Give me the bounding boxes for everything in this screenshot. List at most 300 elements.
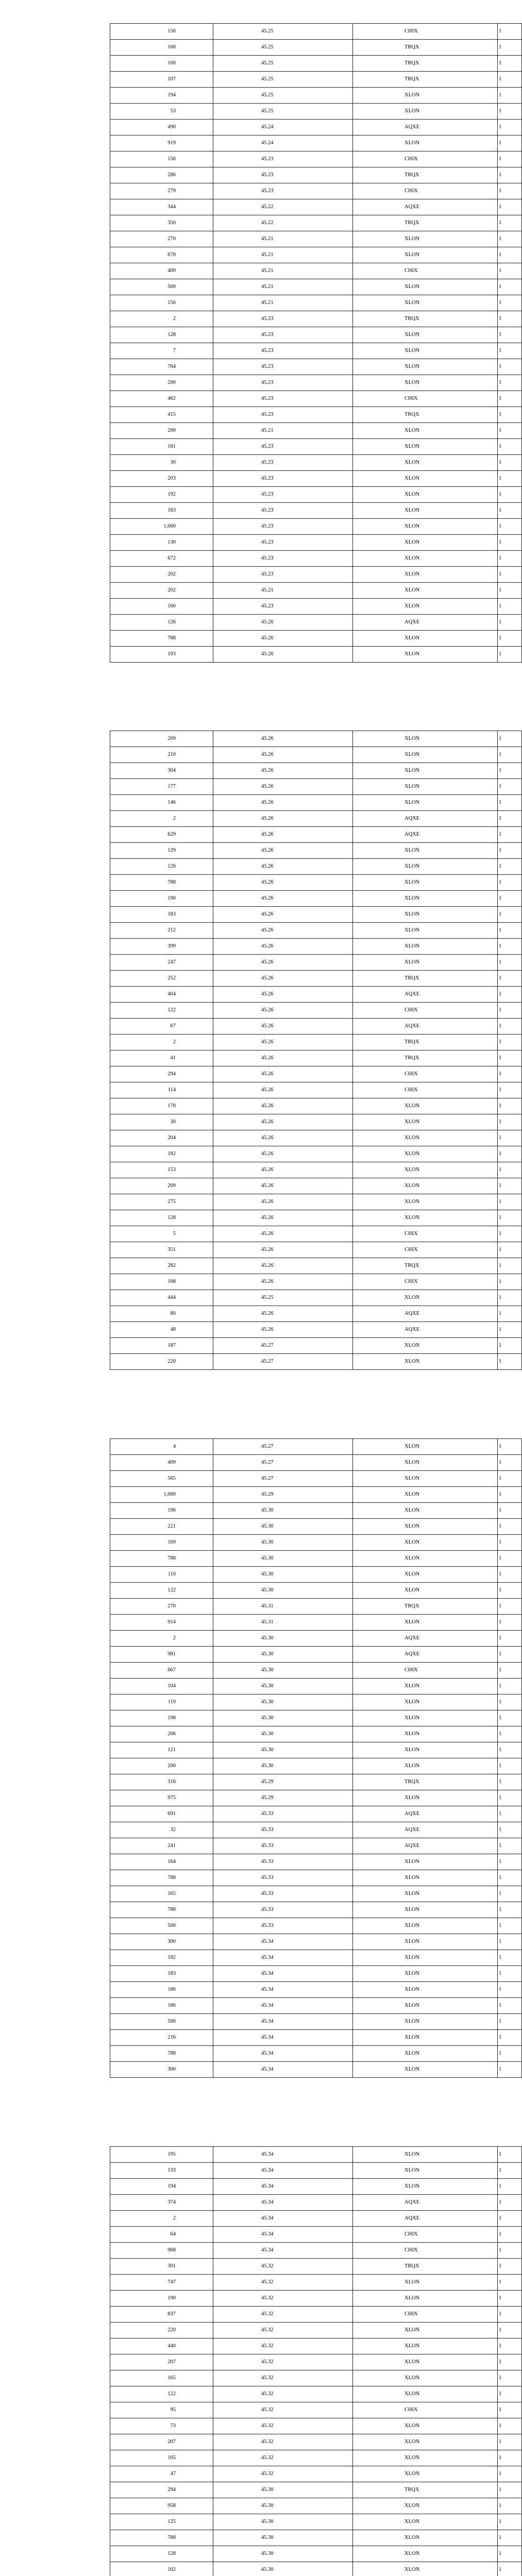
trade-price-cell: 45.33 <box>213 1902 353 1918</box>
table-row <box>110 1647 522 1663</box>
trade-price-cell: 45.30 <box>213 2546 353 2562</box>
trade-size-cell: 210 <box>110 747 213 763</box>
trade-venue-cell: XLON <box>353 487 498 503</box>
trade-price-cell: 45.30 <box>213 1535 353 1551</box>
table-row <box>110 1471 522 1487</box>
trade-extra-cell: 1 <box>498 731 522 747</box>
trade-extra-cell: 1 <box>498 1098 522 1114</box>
trade-size-cell: 67 <box>110 1019 213 1035</box>
trade-extra-cell: 1 <box>498 311 522 327</box>
trade-extra-cell: 1 <box>498 359 522 375</box>
trade-size-cell: 286 <box>110 167 213 183</box>
table-row <box>110 827 522 843</box>
table-row <box>110 2402 522 2418</box>
trade-extra-cell: 1 <box>498 2211 522 2227</box>
trade-size-cell: 788 <box>110 1870 213 1886</box>
trade-size-cell: 47 <box>110 2466 213 2482</box>
trade-price-cell: 45.23 <box>213 471 353 487</box>
table-row <box>110 2062 522 2078</box>
trade-size-cell: 122 <box>110 1583 213 1599</box>
trade-venue-cell: XLON <box>353 1290 498 1306</box>
trade-extra-cell: 1 <box>498 2354 522 2370</box>
trade-venue-cell: XLON <box>353 647 498 663</box>
trade-venue-cell: XLON <box>353 423 498 439</box>
trade-size-cell: 2 <box>110 811 213 827</box>
trade-extra-cell: 1 <box>498 795 522 811</box>
trade-extra-cell: 1 <box>498 1694 522 1710</box>
trade-size-cell: 409 <box>110 1455 213 1471</box>
trade-venue-cell: XLON <box>353 455 498 471</box>
trade-price-cell: 45.30 <box>213 1567 353 1583</box>
trade-extra-cell: 1 <box>498 955 522 971</box>
trade-venue-cell: TRQX <box>353 40 498 56</box>
trade-venue-cell: XLON <box>353 599 498 615</box>
trade-price-cell: 45.34 <box>213 1950 353 1966</box>
trade-extra-cell: 1 <box>498 875 522 891</box>
trade-extra-cell: 1 <box>498 1082 522 1098</box>
trade-venue-cell: XLON <box>353 375 498 391</box>
table-row <box>110 72 522 88</box>
table-row <box>110 2243 522 2259</box>
trade-price-cell: 45.26 <box>213 907 353 923</box>
trade-extra-cell: 1 <box>498 535 522 551</box>
table-row <box>110 375 522 391</box>
trade-venue-cell: AQXE <box>353 615 498 631</box>
trade-venue-cell: CHIX <box>353 1082 498 1098</box>
trade-size-cell: 146 <box>110 795 213 811</box>
trade-price-cell: 45.34 <box>213 2046 353 2062</box>
trade-price-cell: 45.32 <box>213 2418 353 2434</box>
trade-extra-cell: 1 <box>498 843 522 859</box>
trade-venue-cell: CHIX <box>353 391 498 407</box>
trade-extra-cell: 1 <box>498 135 522 151</box>
trade-price-cell: 45.26 <box>213 631 353 647</box>
trade-extra-cell: 1 <box>498 1806 522 1822</box>
table-row <box>110 40 522 56</box>
trade-extra-cell: 1 <box>498 1758 522 1774</box>
trade-size-cell: 80 <box>110 1306 213 1322</box>
table-row <box>110 2530 522 2546</box>
trade-extra-cell: 1 <box>498 104 522 120</box>
trade-extra-cell: 1 <box>498 2514 522 2530</box>
trade-extra-cell: 1 <box>498 2450 522 2466</box>
trade-venue-cell: TRQX <box>353 2482 498 2498</box>
trade-extra-cell: 1 <box>498 231 522 247</box>
trade-size-cell: 351 <box>110 1242 213 1258</box>
trade-extra-cell: 1 <box>498 2562 522 2576</box>
table-row <box>110 2179 522 2195</box>
trade-price-cell: 45.27 <box>213 1354 353 1370</box>
trade-extra-cell: 1 <box>498 1551 522 1567</box>
trade-size-cell: 183 <box>110 503 213 519</box>
trade-venue-cell: XLON <box>353 1886 498 1902</box>
trade-price-cell: 45.30 <box>213 1631 353 1647</box>
trade-price-cell: 45.34 <box>213 2179 353 2195</box>
trade-extra-cell: 1 <box>498 327 522 343</box>
trade-price-cell: 45.26 <box>213 811 353 827</box>
trade-extra-cell: 1 <box>498 2195 522 2211</box>
trades-table-2 <box>110 731 522 1370</box>
trade-size-cell: 490 <box>110 120 213 135</box>
trade-venue-cell: XLON <box>353 2046 498 2062</box>
trade-venue-cell: XLON <box>353 535 498 551</box>
trade-size-cell: 195 <box>110 2147 213 2163</box>
trade-extra-cell: 1 <box>498 2030 522 2046</box>
trade-size-cell: 190 <box>110 2291 213 2307</box>
table-row <box>110 859 522 875</box>
trade-venue-cell: XLON <box>353 1982 498 1998</box>
trade-price-cell: 45.23 <box>213 359 353 375</box>
trade-extra-cell: 1 <box>498 375 522 391</box>
trade-price-cell: 45.24 <box>213 135 353 151</box>
trade-price-cell: 45.26 <box>213 647 353 663</box>
trade-venue-cell: XLON <box>353 1918 498 1934</box>
trade-price-cell: 45.34 <box>213 2062 353 2078</box>
trade-venue-cell: XLON <box>353 2275 498 2291</box>
trade-venue-cell: AQXE <box>353 1306 498 1322</box>
trade-size-cell: 975 <box>110 1790 213 1806</box>
trade-venue-cell: XLON <box>353 1114 498 1130</box>
table-row <box>110 1226 522 1242</box>
trade-size-cell: 444 <box>110 1290 213 1306</box>
trade-venue-cell: CHIX <box>353 1066 498 1082</box>
trade-size-cell: 270 <box>110 1599 213 1615</box>
trade-size-cell: 2 <box>110 1035 213 1050</box>
trade-venue-cell: TRQX <box>353 1050 498 1066</box>
trade-price-cell: 45.33 <box>213 1838 353 1854</box>
table-row <box>110 343 522 359</box>
trade-size-cell: 198 <box>110 1710 213 1726</box>
table-row <box>110 731 522 747</box>
trade-size-cell: 128 <box>110 327 213 343</box>
trade-extra-cell: 1 <box>498 971 522 987</box>
table-row <box>110 923 522 939</box>
trade-extra-cell: 1 <box>498 2482 522 2498</box>
table-row <box>110 2014 522 2030</box>
trade-size-cell: 133 <box>110 2163 213 2179</box>
trade-size-cell: 181 <box>110 439 213 455</box>
trade-size-cell: 981 <box>110 1647 213 1663</box>
trade-price-cell: 45.26 <box>213 1306 353 1322</box>
trade-venue-cell: TRQX <box>353 1258 498 1274</box>
table-row <box>110 151 522 167</box>
table-row <box>110 56 522 72</box>
trade-venue-cell: XLON <box>353 551 498 567</box>
table-row <box>110 215 522 231</box>
trade-venue-cell: XLON <box>353 747 498 763</box>
trade-price-cell: 45.30 <box>213 1694 353 1710</box>
trade-price-cell: 45.23 <box>213 519 353 535</box>
trade-price-cell: 45.32 <box>213 2323 353 2338</box>
table-row <box>110 1774 522 1790</box>
trade-extra-cell: 1 <box>498 1130 522 1146</box>
table-row <box>110 551 522 567</box>
trade-price-cell: 45.23 <box>213 487 353 503</box>
table-row <box>110 439 522 455</box>
trade-price-cell: 45.32 <box>213 2275 353 2291</box>
trade-extra-cell: 1 <box>498 1226 522 1242</box>
trade-venue-cell: XLON <box>353 1210 498 1226</box>
trade-extra-cell: 1 <box>498 1918 522 1934</box>
trade-size-cell: 209 <box>110 731 213 747</box>
trade-venue-cell: TRQX <box>353 1774 498 1790</box>
trade-size-cell: 301 <box>110 2259 213 2275</box>
table-row <box>110 1934 522 1950</box>
table-row <box>110 231 522 247</box>
trade-extra-cell: 1 <box>498 1306 522 1322</box>
table-row <box>110 1694 522 1710</box>
trade-size-cell: 294 <box>110 1066 213 1082</box>
trade-venue-cell: XLON <box>353 567 498 583</box>
trade-size-cell: 565 <box>110 1471 213 1487</box>
trade-size-cell: 788 <box>110 1902 213 1918</box>
table-row <box>110 1290 522 1306</box>
trade-extra-cell: 1 <box>498 1019 522 1035</box>
table-row <box>110 1082 522 1098</box>
trade-price-cell: 45.23 <box>213 455 353 471</box>
trade-extra-cell: 1 <box>498 1194 522 1210</box>
trade-extra-cell: 1 <box>498 1050 522 1066</box>
trade-extra-cell: 1 <box>498 2546 522 2562</box>
trade-price-cell: 45.23 <box>213 183 353 199</box>
trade-venue-cell: XLON <box>353 2163 498 2179</box>
trade-extra-cell: 1 <box>498 88 522 104</box>
trade-price-cell: 45.26 <box>213 1114 353 1130</box>
table-row <box>110 120 522 135</box>
trade-extra-cell: 1 <box>498 1146 522 1162</box>
table-row <box>110 987 522 1003</box>
trade-extra-cell: 1 <box>498 2323 522 2338</box>
table-row <box>110 1663 522 1679</box>
table-row <box>110 1838 522 1854</box>
trade-size-cell: 788 <box>110 875 213 891</box>
trade-extra-cell: 1 <box>498 1774 522 1790</box>
trade-price-cell: 45.30 <box>213 1503 353 1519</box>
table-row <box>110 1551 522 1567</box>
table-row <box>110 1098 522 1114</box>
trade-size-cell: 914 <box>110 1615 213 1631</box>
trade-extra-cell: 1 <box>498 1322 522 1338</box>
trade-size-cell: 114 <box>110 1082 213 1098</box>
trade-extra-cell: 1 <box>498 2179 522 2195</box>
trade-size-cell: 279 <box>110 183 213 199</box>
table-row <box>110 1258 522 1274</box>
trade-venue-cell: XLON <box>353 247 498 263</box>
table-row <box>110 535 522 551</box>
trade-size-cell: 183 <box>110 907 213 923</box>
trade-size-cell: 270 <box>110 231 213 247</box>
trade-venue-cell: XLON <box>353 1902 498 1918</box>
trade-size-cell: 500 <box>110 2014 213 2030</box>
table-row <box>110 2482 522 2498</box>
trade-venue-cell: CHIX <box>353 1242 498 1258</box>
trade-price-cell: 45.30 <box>213 1710 353 1726</box>
trade-price-cell: 45.23 <box>213 551 353 567</box>
table-row <box>110 2386 522 2402</box>
trade-size-cell: 182 <box>110 1146 213 1162</box>
trade-venue-cell: AQXE <box>353 987 498 1003</box>
trade-size-cell: 186 <box>110 1982 213 1998</box>
trade-price-cell: 45.32 <box>213 2291 353 2307</box>
trade-size-cell: 374 <box>110 2195 213 2211</box>
trade-venue-cell: XLON <box>353 359 498 375</box>
table-row <box>110 1583 522 1599</box>
trade-venue-cell: XLON <box>353 2338 498 2354</box>
trade-size-cell: 73 <box>110 2418 213 2434</box>
table-row <box>110 1710 522 1726</box>
trade-venue-cell: TRQX <box>353 1035 498 1050</box>
trade-price-cell: 45.30 <box>213 2514 353 2530</box>
trade-price-cell: 45.23 <box>213 151 353 167</box>
trade-price-cell: 45.21 <box>213 583 353 599</box>
trade-size-cell: 304 <box>110 763 213 779</box>
trade-size-cell: 788 <box>110 2046 213 2062</box>
trade-extra-cell: 1 <box>498 939 522 955</box>
trade-price-cell: 45.26 <box>213 891 353 907</box>
trade-venue-cell: XLON <box>353 1338 498 1354</box>
trade-extra-cell: 1 <box>498 215 522 231</box>
trade-extra-cell: 1 <box>498 2307 522 2323</box>
trade-price-cell: 45.29 <box>213 1790 353 1806</box>
trade-price-cell: 45.25 <box>213 40 353 56</box>
trade-venue-cell: XLON <box>353 503 498 519</box>
trade-venue-cell: XLON <box>353 2466 498 2482</box>
table-row <box>110 503 522 519</box>
trade-price-cell: 45.26 <box>213 1322 353 1338</box>
table-row <box>110 311 522 327</box>
trade-price-cell: 45.32 <box>213 2354 353 2370</box>
trade-price-cell: 45.33 <box>213 1822 353 1838</box>
trade-extra-cell: 1 <box>498 519 522 535</box>
trade-venue-cell: XLON <box>353 1455 498 1471</box>
trade-extra-cell: 1 <box>498 1870 522 1886</box>
table-row <box>110 1162 522 1178</box>
table-row <box>110 1439 522 1455</box>
trade-venue-cell: TRQX <box>353 56 498 72</box>
trade-price-cell: 45.25 <box>213 24 353 40</box>
trade-price-cell: 45.27 <box>213 1439 353 1455</box>
trade-venue-cell: CHIX <box>353 24 498 40</box>
trade-extra-cell: 1 <box>498 891 522 907</box>
trade-extra-cell: 1 <box>498 1258 522 1274</box>
trade-extra-cell: 1 <box>498 1726 522 1742</box>
trade-price-cell: 45.26 <box>213 763 353 779</box>
trade-price-cell: 45.34 <box>213 1982 353 1998</box>
trade-venue-cell: AQXE <box>353 1838 498 1854</box>
table-row <box>110 1035 522 1050</box>
table-row <box>110 1870 522 1886</box>
trade-price-cell: 45.26 <box>213 1066 353 1082</box>
trade-extra-cell: 1 <box>498 2498 522 2514</box>
trade-extra-cell: 1 <box>498 1354 522 1370</box>
trade-size-cell: 164 <box>110 1854 213 1870</box>
table-row <box>110 971 522 987</box>
trade-size-cell: 200 <box>110 423 213 439</box>
trade-venue-cell: XLON <box>353 295 498 311</box>
table-row <box>110 2546 522 2562</box>
table-row <box>110 199 522 215</box>
trade-price-cell: 45.23 <box>213 599 353 615</box>
trade-venue-cell: XLON <box>353 1503 498 1519</box>
trade-price-cell: 45.32 <box>213 2370 353 2386</box>
trade-size-cell: 678 <box>110 247 213 263</box>
trade-venue-cell: XLON <box>353 1471 498 1487</box>
trade-extra-cell: 1 <box>498 40 522 56</box>
trade-price-cell: 45.30 <box>213 2562 353 2576</box>
trade-price-cell: 45.21 <box>213 279 353 295</box>
trade-size-cell: 187 <box>110 1338 213 1354</box>
trade-venue-cell: TRQX <box>353 167 498 183</box>
trade-size-cell: 95 <box>110 2402 213 2418</box>
trade-extra-cell: 1 <box>498 599 522 615</box>
trade-venue-cell: AQXE <box>353 2211 498 2227</box>
trade-size-cell: 788 <box>110 1551 213 1567</box>
trade-extra-cell: 1 <box>498 1663 522 1679</box>
trade-extra-cell: 1 <box>498 1902 522 1918</box>
trade-size-cell: 300 <box>110 1934 213 1950</box>
trade-size-cell: 129 <box>110 843 213 859</box>
trade-extra-cell: 1 <box>498 779 522 795</box>
trade-price-cell: 45.34 <box>213 2211 353 2227</box>
trade-venue-cell: TRQX <box>353 1599 498 1615</box>
trade-size-cell: 691 <box>110 1806 213 1822</box>
trade-size-cell: 207 <box>110 2354 213 2370</box>
trade-venue-cell: CHIX <box>353 1274 498 1290</box>
trade-price-cell: 45.25 <box>213 104 353 120</box>
trades-table-4 <box>110 2146 522 2576</box>
trade-venue-cell: TRQX <box>353 971 498 987</box>
trade-size-cell: 165 <box>110 2370 213 2386</box>
trade-size-cell: 41 <box>110 1050 213 1066</box>
trade-size-cell: 186 <box>110 1998 213 2014</box>
table-row <box>110 2291 522 2307</box>
trade-price-cell: 45.21 <box>213 423 353 439</box>
trade-extra-cell: 1 <box>498 423 522 439</box>
trade-venue-cell: TRQX <box>353 311 498 327</box>
trade-venue-cell: TRQX <box>353 2259 498 2275</box>
trade-price-cell: 45.30 <box>213 1742 353 1758</box>
trade-price-cell: 45.30 <box>213 1647 353 1663</box>
trade-venue-cell: XLON <box>353 843 498 859</box>
trade-price-cell: 45.23 <box>213 167 353 183</box>
table-row <box>110 295 522 311</box>
trade-extra-cell: 1 <box>498 1934 522 1950</box>
trade-price-cell: 45.33 <box>213 1918 353 1934</box>
trade-price-cell: 45.34 <box>213 2227 353 2243</box>
trade-size-cell: 110 <box>110 1567 213 1583</box>
trade-size-cell: 170 <box>110 1098 213 1114</box>
table-row <box>110 1854 522 1870</box>
trade-venue-cell: XLON <box>353 779 498 795</box>
trade-venue-cell: XLON <box>353 1519 498 1535</box>
table-row <box>110 1806 522 1822</box>
trade-venue-cell: XLON <box>353 2354 498 2370</box>
trade-size-cell: 252 <box>110 971 213 987</box>
trade-venue-cell: XLON <box>353 1742 498 1758</box>
trade-price-cell: 45.26 <box>213 615 353 631</box>
trade-extra-cell: 1 <box>498 859 522 875</box>
trade-extra-cell: 1 <box>498 279 522 295</box>
table-row <box>110 455 522 471</box>
trade-venue-cell: XLON <box>353 939 498 955</box>
trade-price-cell: 45.33 <box>213 1854 353 1870</box>
trade-price-cell: 45.23 <box>213 327 353 343</box>
trade-venue-cell: XLON <box>353 1194 498 1210</box>
trade-extra-cell: 1 <box>498 1631 522 1647</box>
table-row <box>110 2370 522 2386</box>
table-row <box>110 795 522 811</box>
trade-extra-cell: 1 <box>498 1982 522 1998</box>
